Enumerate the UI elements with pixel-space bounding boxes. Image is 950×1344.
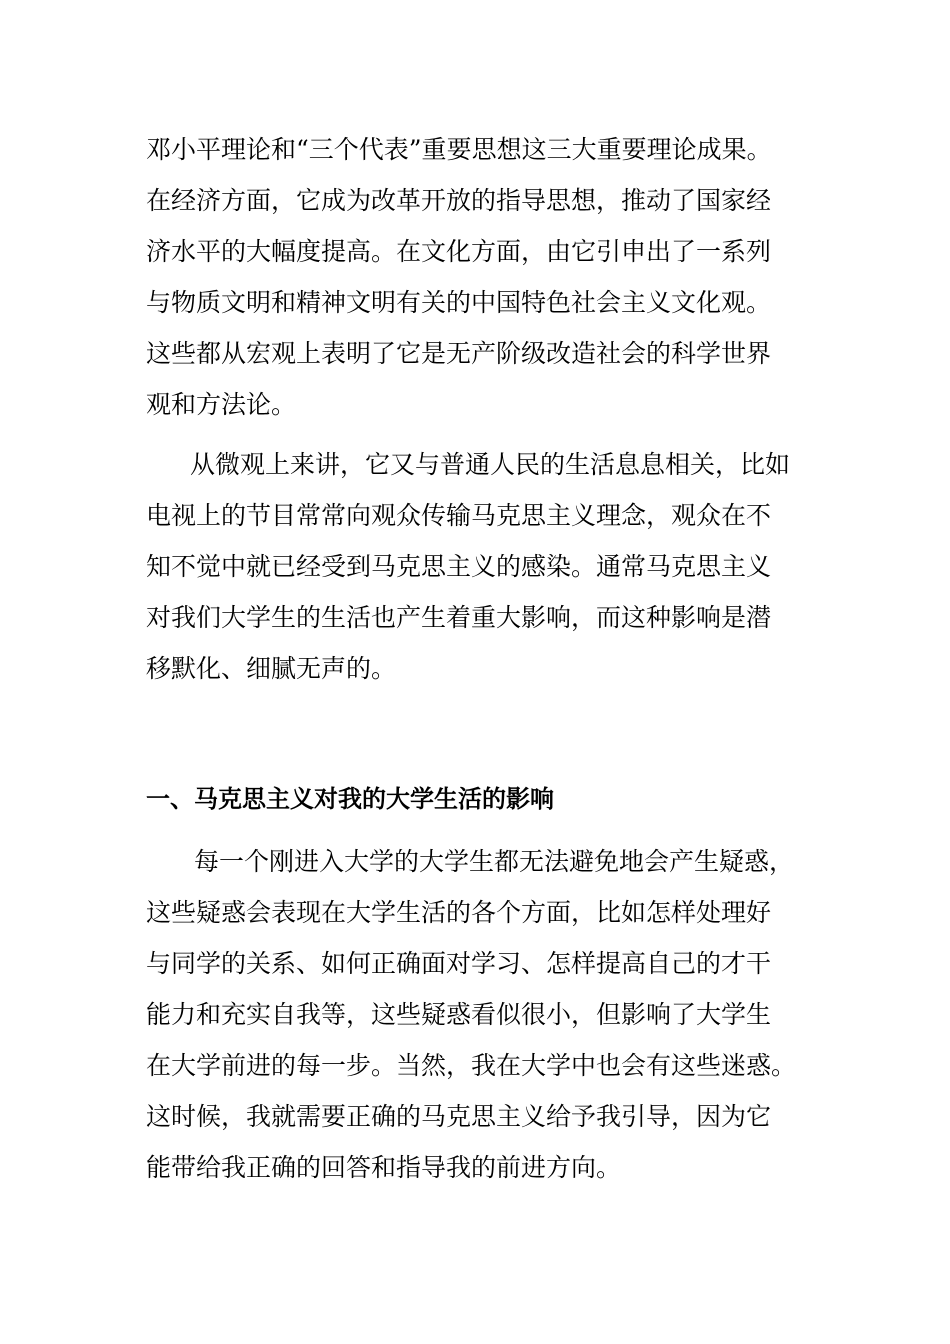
paragraph-3-line: 在大学前进的每一步。当然，我在大学中也会有这些迷惑。 [146,1051,797,1080]
paragraph-3-line: 每一个刚进入大学的大学生都无法避免地会产生疑惑， [194,847,795,876]
paragraph-1-line: 济水平的大幅度提高。在文化方面，由它引申出了一系列 [146,237,772,266]
paragraph-1-line: 观和方法论。 [146,390,297,419]
paragraph-2-line: 移默化、细腻无声的。 [146,654,397,683]
section-heading: 一、马克思主义对我的大学生活的影响 [146,785,554,813]
paragraph-1-line: 与物质文明和精神文明有关的中国特色社会主义文化观。 [146,288,772,317]
paragraph-2-line: 电视上的节目常常向观众传输马克思主义理念，观众在不 [146,501,772,530]
paragraph-3-line: 这些疑惑会表现在大学生活的各个方面，比如怎样处理好 [146,898,772,927]
paragraph-2-line: 从微观上来讲，它又与普通人民的生活息息相关，比如 [190,450,791,479]
paragraph-1-line: 这些都从宏观上表明了它是无产阶级改造社会的科学世界 [146,339,772,368]
paragraph-3-line: 能力和充实自我等，这些疑惑看似很小，但影响了大学生 [146,1000,772,1029]
paragraph-3-line: 能带给我正确的回答和指导我的前进方向。 [146,1153,622,1182]
paragraph-1-line: 在经济方面，它成为改革开放的指导思想，推动了国家经 [146,186,772,215]
paragraph-2-line: 知不觉中就已经受到马克思主义的感染。通常马克思主义 [146,552,772,581]
paragraph-1-line: 邓小平理论和“三个代表”重要思想这三大重要理论成果。 [146,135,772,164]
paragraph-3-line: 与同学的关系、如何正确面对学习、怎样提高自己的才干 [146,949,772,978]
paragraph-2-line: 对我们大学生的生活也产生着重大影响，而这种影响是潜 [146,603,772,632]
paragraph-3-line: 这时候，我就需要正确的马克思主义给予我引导，因为它 [146,1102,772,1131]
